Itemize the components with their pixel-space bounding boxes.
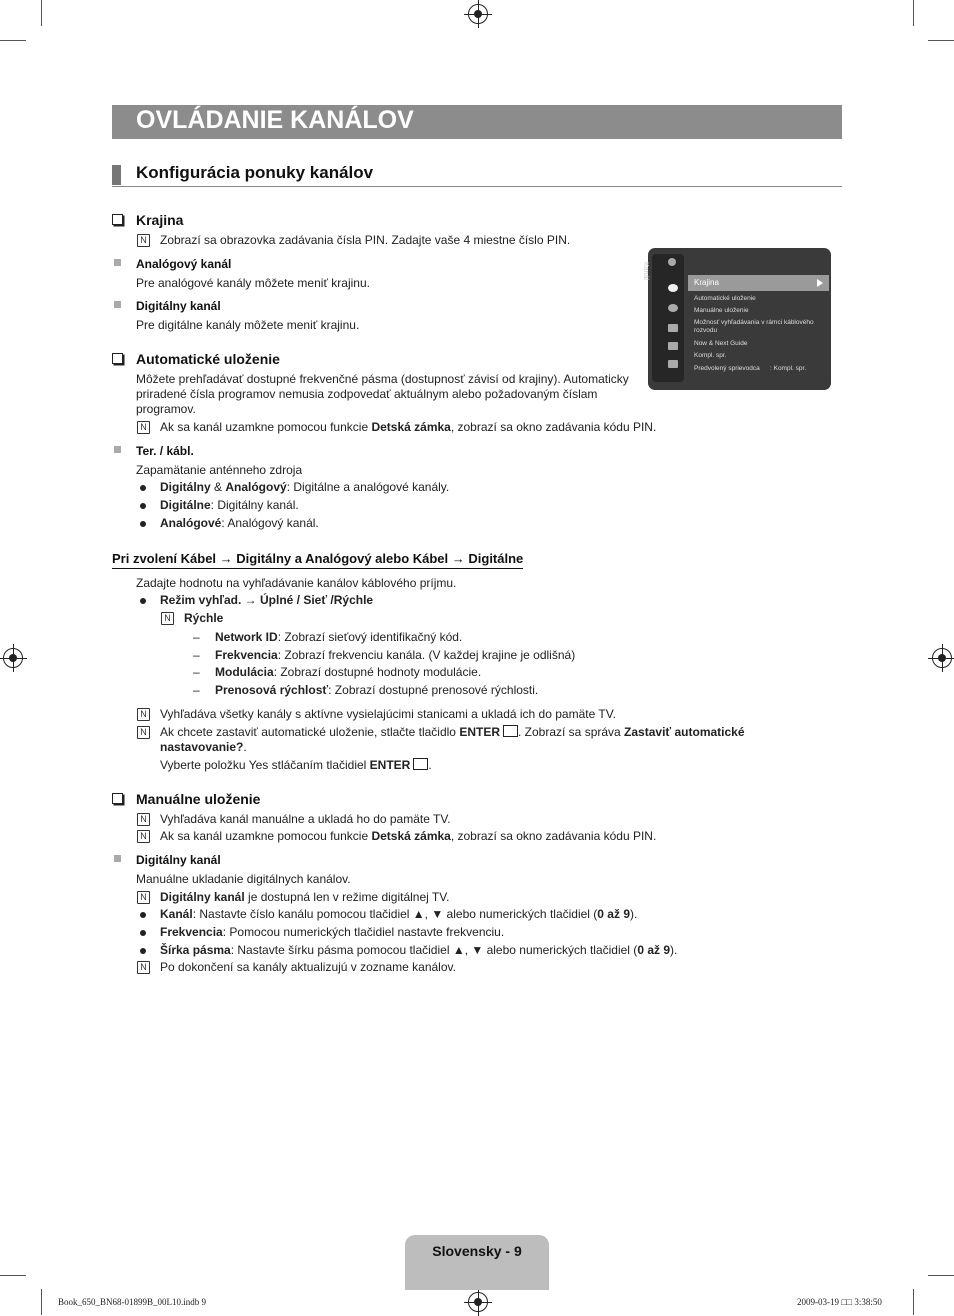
manual-digital-text: Manuálne ukladanie digitálnych kanálov. xyxy=(136,872,351,886)
heading-manual-store: Manuálne uloženie xyxy=(136,791,261,807)
note-icon: N xyxy=(161,612,174,625)
heading-auto-store: Automatické uloženie xyxy=(136,351,280,367)
auto-text-line: programov. xyxy=(136,402,196,416)
manual-option: Šírka pásma: Nastavte šírku pásma pomocou tlačidiel ▲, ▼ alebo numerických tlačidiel (0 až 9). xyxy=(160,943,678,957)
arrow-right-icon xyxy=(817,279,823,287)
auto-text-line: priradené čísla programov nemusia zodpovedať aktuálnym alebo požadovaným číslam xyxy=(136,387,598,401)
manual-option: Kanál: Nastavte číslo kanálu pomocou tlačidiel ▲, ▼ alebo numerických tlačidiel (0 až 9). xyxy=(160,907,638,921)
manual-option: Frekvencia: Pomocou numerických tlačidiel nastavte frekvenciu. xyxy=(160,925,505,939)
manual-note: Digitálny kanál je dostupná len v režime digitálnej TV. xyxy=(160,890,450,904)
cable-note-cont: nastavovanie?. xyxy=(160,740,247,754)
registration-mark-right xyxy=(932,648,952,668)
page-number: Slovensky - 9 xyxy=(432,1243,522,1259)
tv-menu-screenshot xyxy=(642,248,831,390)
dash-bullet: – xyxy=(193,683,200,697)
cable-note: Vyhľadáva všetky kanály s aktívne vysielajúcimi stanicami a ukladá ich do pamäte TV. xyxy=(160,707,616,721)
registration-mark-left xyxy=(3,648,23,668)
ter-cable-title: Ter. / kábl. xyxy=(136,444,194,458)
note-icon: N xyxy=(137,891,150,904)
cable-heading: Pri zvolení Kábel → Digitálny a Analógový alebo Kábel → Digitálne xyxy=(112,551,523,569)
section-title: Konfigurácia ponuky kanálov xyxy=(136,163,374,182)
osd-item-value: : Kompl. spr. xyxy=(770,365,807,372)
bullet-icon xyxy=(140,485,146,491)
note-icon: N xyxy=(137,961,150,974)
dash-bullet: – xyxy=(193,648,200,662)
page-title-bar xyxy=(112,105,842,139)
osd-item: rozvodu xyxy=(694,327,718,334)
enter-icon xyxy=(503,725,518,737)
section-divider xyxy=(112,186,842,187)
bullet-icon xyxy=(140,598,146,604)
fast-option: Prenosová rýchlosť: Zobrazí dostupné prenosové rýchlosti. xyxy=(215,683,539,697)
cable-note: Ak chcete zastaviť automatické uloženie, stlačte tlačidlo ENTER . Zobrazí sa správa Zastaviť automatické xyxy=(160,725,745,739)
osd-item[interactable]: Manuálne uloženie xyxy=(694,307,749,314)
enter-icon xyxy=(413,758,428,770)
osd-selected-item[interactable] xyxy=(688,275,829,291)
dash-bullet: – xyxy=(193,665,200,679)
cable-note-cont: Vyberte položku Yes stláčaním tlačidiel ENTER . xyxy=(160,758,432,772)
checkbox-icon xyxy=(112,793,123,804)
registration-mark-bottom xyxy=(468,1292,488,1312)
note-icon: N xyxy=(137,813,150,826)
bullet-icon xyxy=(140,930,146,936)
note-icon: N xyxy=(137,234,150,247)
manual-digital-title: Digitálny kanál xyxy=(136,853,221,867)
square-bullet-icon xyxy=(114,259,121,266)
note-icon: N xyxy=(137,708,150,721)
fast-option: Modulácia: Zobrazí dostupné hodnoty modulácie. xyxy=(215,665,482,679)
osd-item[interactable]: Predvolený sprievodca xyxy=(694,365,760,372)
square-bullet-icon xyxy=(114,301,121,308)
print-info-right: 2009-03-19 □□ 3:38:50 xyxy=(797,1297,882,1307)
osd-item[interactable]: Now & Next Guide xyxy=(694,340,748,347)
osd-item[interactable]: Kompl. spr. xyxy=(694,352,727,359)
checkbox-icon xyxy=(112,214,123,225)
krajina-note: Zobrazí sa obrazovka zadávania čísla PIN. Zadajte vaše 4 miestne číslo PIN. xyxy=(160,233,571,247)
note-icon: N xyxy=(137,726,150,739)
manual-note: Po dokončení sa kanály aktualizujú v zozname kanálov. xyxy=(160,960,456,974)
osd-side-label: Kanál xyxy=(642,262,649,280)
bullet-icon xyxy=(140,948,146,954)
analog-channel-text: Pre analógové kanály môžete meniť krajinu. xyxy=(136,276,370,290)
dash-bullet: – xyxy=(193,630,200,644)
search-mode: Režim vyhľad. → Úplné / Sieť /Rýchle xyxy=(160,593,374,607)
digital-channel-title: Digitálny kanál xyxy=(136,299,221,313)
bullet-icon xyxy=(140,503,146,509)
page-title: OVLÁDANIE KANÁLOV xyxy=(136,106,414,134)
bullet-icon xyxy=(140,912,146,918)
input-icon xyxy=(668,258,676,266)
help-icon xyxy=(668,360,678,368)
ter-option: Digitálne: Digitálny kanál. xyxy=(160,498,299,512)
analog-channel-title: Analógový kanál xyxy=(136,257,232,271)
manual-note: Vyhľadáva kanál manuálne a ukladá ho do pamäte TV. xyxy=(160,812,451,826)
fast-option: Frekvencia: Zobrazí frekvenciu kanála. (V každej krajine je odlišná) xyxy=(215,648,576,662)
note-icon: N xyxy=(137,421,150,434)
ter-cable-text: Zapamätanie anténneho zdroja xyxy=(136,463,303,477)
osd-item[interactable]: Automatické uloženie xyxy=(694,295,756,302)
ter-option: Digitálny & Analógový: Digitálne a analógové kanály. xyxy=(160,480,450,494)
channel-icon xyxy=(668,284,678,292)
fast-mode-title: Rýchle xyxy=(184,611,224,625)
bullet-icon xyxy=(140,521,146,527)
auto-text-line: Môžete prehľadávať dostupné frekvenčné pásma (dostupnosť závisí od krajiny). Automaticky xyxy=(136,372,629,386)
ter-option: Analógové: Analógový kanál. xyxy=(160,516,319,530)
square-bullet-icon xyxy=(114,446,121,453)
settings-icon xyxy=(668,304,678,312)
checkbox-icon xyxy=(112,353,123,364)
print-info-left: Book_650_BN68-01899B_00L10.indb 9 xyxy=(58,1297,207,1307)
fast-option: Network ID: Zobrazí sieťový identifikačný kód. xyxy=(215,630,463,644)
page-footer-tab xyxy=(405,1235,549,1290)
auto-note: Ak sa kanál uzamkne pomocou funkcie Detská zámka, zobrazí sa okno zadávania kódu PIN. xyxy=(160,420,657,434)
heading-krajina: Krajina xyxy=(136,212,184,228)
registration-mark-top xyxy=(468,4,488,24)
cable-intro: Zadajte hodnotu na vyhľadávanie kanálov káblového príjmu. xyxy=(136,576,457,590)
osd-item[interactable]: Možnosť vyhľadávania v rámci káblového xyxy=(694,319,814,326)
osd-selected-label: Krajina xyxy=(694,278,719,287)
manual-note: Ak sa kanál uzamkne pomocou funkcie Detská zámka, zobrazí sa okno zadávania kódu PIN. xyxy=(160,829,657,843)
section-marker xyxy=(112,165,121,185)
osd-sidebar xyxy=(642,254,684,382)
note-icon: N xyxy=(137,830,150,843)
plug-icon xyxy=(668,324,678,332)
digital-channel-text: Pre digitálne kanály môžete meniť krajinu. xyxy=(136,318,360,332)
square-bullet-icon xyxy=(114,855,121,862)
picture-icon xyxy=(668,342,678,350)
